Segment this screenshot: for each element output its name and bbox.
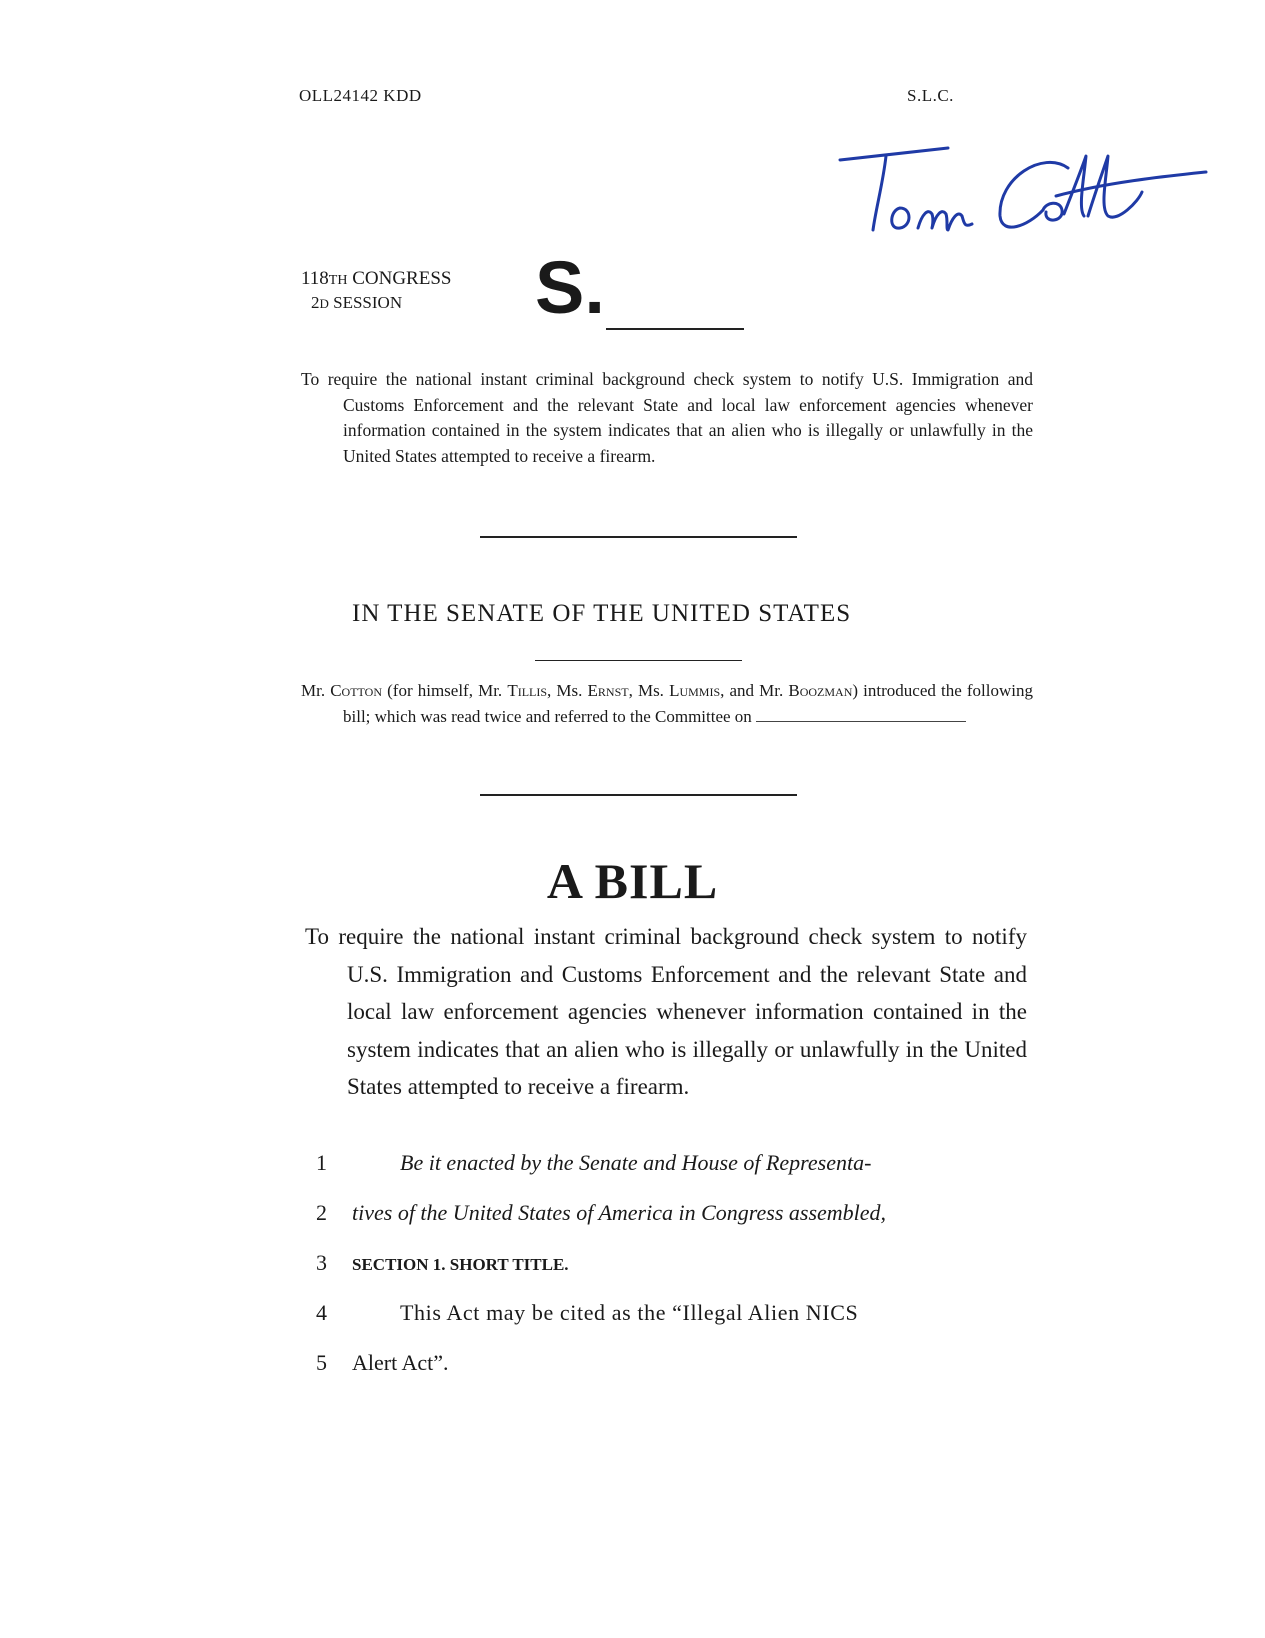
congress-number: 118: [301, 268, 329, 289]
section-text: This Act may be cited as the “Illegal Alien NICS: [400, 1300, 859, 1325]
divider-rule-short: [535, 660, 742, 661]
congress-suffix: TH: [328, 273, 348, 288]
line-number: 3: [316, 1250, 327, 1275]
intro-text: , and Mr.: [720, 681, 789, 700]
bill-long-title: To require the national instant criminal background check system to notify U.S. Immigration and Customs Enforcement and the relevant State and local law enforcement agencies whenever information contained in the system indicates that an alien who is illegally or unlawfully in the United States attempted to receive a firearm.: [305, 924, 1027, 1099]
cosponsor-name: Lummis: [669, 681, 721, 700]
intro-text: , Ms.: [547, 681, 588, 700]
slc-code: S.L.C.: [907, 86, 954, 105]
session-suffix: D: [319, 296, 329, 311]
line-number: 1: [316, 1150, 327, 1175]
section-text: Alert Act”.: [352, 1350, 449, 1375]
line-number: 2: [316, 1200, 327, 1225]
session-label: SESSION: [333, 293, 403, 312]
line-number: 4: [316, 1300, 327, 1325]
session-number: 2: [311, 293, 320, 312]
bill-number-prefix: S.: [535, 246, 605, 329]
divider-rule: [480, 794, 797, 796]
cosponsor-name: Tillis: [507, 681, 548, 700]
congress-label: CONGRESS: [352, 268, 452, 289]
bill-number-blank: [606, 328, 744, 330]
chamber-heading: IN THE SENATE OF THE UNITED STATES: [352, 600, 852, 627]
intro-text: (for himself, Mr.: [382, 681, 508, 700]
committee-blank: [756, 707, 966, 722]
intro-text: Mr.: [301, 681, 331, 700]
cosponsor-name: Boozman: [788, 681, 853, 700]
line-number: 5: [316, 1350, 327, 1375]
introduction-paragraph: [301, 678, 1033, 729]
congress-session: [301, 268, 451, 315]
bill-summary: To require the national instant criminal background check system to notify U.S. Immigration and Customs Enforcement and the relevant State and local law enforcement agencies whenever information contained in the system indicates that an alien who is illegally or unlawfully in the United States attempted to receive a firearm.: [301, 369, 1033, 466]
section-heading: SECTION 1. SHORT TITLE.: [352, 1255, 569, 1274]
enacting-clause: Be it enacted by the Senate and House of Representa-: [400, 1150, 872, 1175]
divider-rule: [480, 536, 797, 538]
enacting-clause: tives of the United States of America in Congress assembled,: [352, 1200, 887, 1225]
sponsor-name: Cotton: [330, 681, 382, 700]
cosponsor-name: Ernst: [587, 681, 629, 700]
intro-text: ) introduced the following bill; which was read twice and referred to the Committee on: [343, 681, 1033, 726]
bill-heading: A BILL: [546, 853, 719, 909]
document-id: OLL24142 KDD: [299, 86, 422, 105]
signature: [838, 138, 1208, 248]
intro-text: , Ms.: [628, 681, 670, 700]
